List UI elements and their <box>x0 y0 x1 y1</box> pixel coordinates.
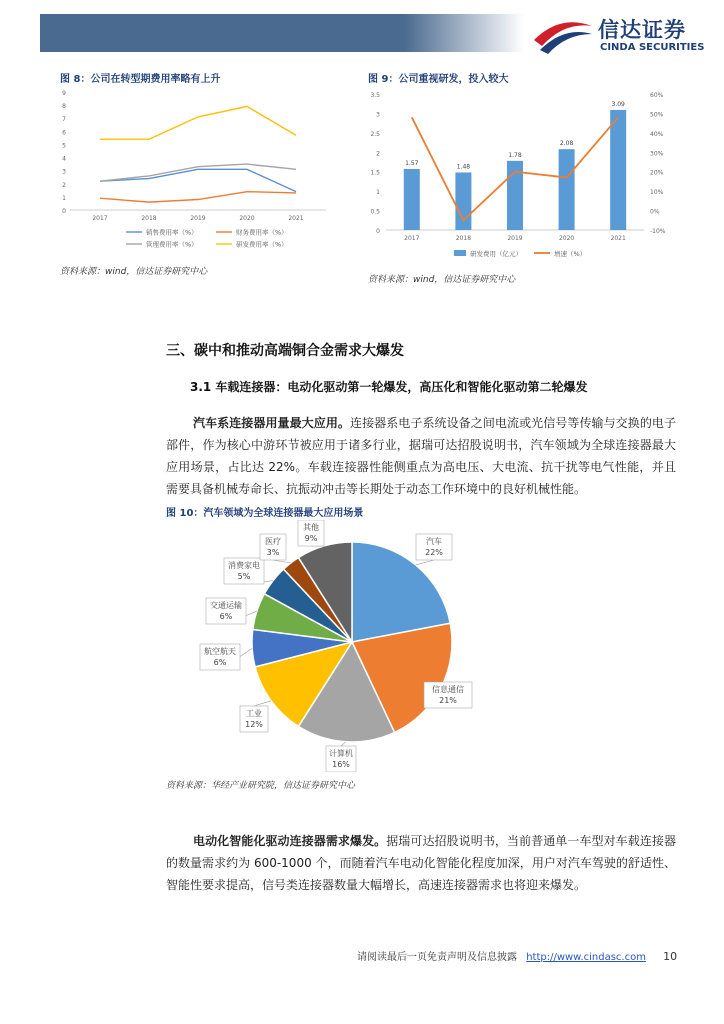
page-number: 10 <box>663 950 678 963</box>
y2-tick-label: 10% <box>650 189 664 197</box>
cinda-logo-icon <box>530 12 594 58</box>
bar-rd-expense <box>404 169 420 230</box>
cinda-logo <box>530 12 710 58</box>
paragraph-body: 连接器系电子系统设备之间电流或光信号等传输与交换的电子部件，作为核心中游环节被应用于诸多行业，据瑞可达招股说明书，汽车领域为全球连接器最大应用场景，占比达 22%。车载连接器性能侧重点为高电压、大电流、抗干扰等电气性能，并且需要具备机械寿命长、抗振动冲击等长期处于动态工作环境中的良好机械性能。 <box>166 416 676 496</box>
y-tick-label: 2.5 <box>370 130 380 138</box>
y-tick-label: 8 <box>62 103 66 111</box>
header-bar <box>40 14 524 52</box>
legend-label: 研发费用（亿元） <box>470 250 522 258</box>
pie-leader-line <box>273 560 291 563</box>
y-tick-label: 4 <box>62 155 66 163</box>
pie-label-name: 其他 <box>303 523 319 532</box>
y-tick-label: 1 <box>62 194 66 202</box>
fig8-source: 资料来源：wind，信达证券研究中心 <box>60 267 208 277</box>
pie-leader-line <box>341 742 346 746</box>
header-bar-fade <box>404 14 524 52</box>
paragraph-lead: 电动化智能化驱动连接器需求爆发。 <box>193 834 387 848</box>
pie-label-name: 工业 <box>246 709 262 718</box>
y2-tick-label: -10% <box>650 228 666 235</box>
y-tick-label: 0 <box>62 208 66 215</box>
pie-label-pct: 12% <box>245 720 263 729</box>
x-tick-label: 2019 <box>507 235 523 242</box>
legend-label: 财务费用率（%） <box>236 228 288 237</box>
pie-label-name: 信息通信 <box>432 685 464 694</box>
pie-label-pct: 6% <box>219 612 233 621</box>
x-tick-label: 2017 <box>92 215 108 222</box>
footer-disclaimer: 请阅读最后一页免责声明及信息披露 <box>357 952 517 963</box>
x-tick-label: 2018 <box>141 215 157 222</box>
fig9-title: 图 9：公司重视研发，投入较大 <box>368 74 509 85</box>
paragraph-demand <box>166 830 676 896</box>
x-tick-label: 2021 <box>610 235 626 242</box>
bar-rd-expense <box>559 149 575 230</box>
y-tick-label: 2 <box>376 150 380 158</box>
fig9-source: 资料来源：wind，信达证券研究中心 <box>368 275 516 285</box>
pie-label-pct: 16% <box>332 760 350 769</box>
pie-label-name: 消费家电 <box>228 561 260 570</box>
y2-tick-label: 0% <box>650 208 660 216</box>
y-tick-label: 9 <box>62 90 66 97</box>
y-tick-label: 6 <box>62 129 66 137</box>
y2-tick-label: 20% <box>650 169 664 177</box>
pie-label-name: 交通运输 <box>210 601 242 610</box>
paragraph-body: 据瑞可达招股说明书，当前普通单一车型对车载连接器的数量需求约为 600-1000 个，而随着汽车电动化智能化程度加深，用户对汽车驾驶的舒适性、智能性要求提高，信号类连接器数量大幅增长，高速连接器需求也将迎来爆发。 <box>166 834 676 892</box>
fig10-source: 资料来源：华经产业研究院，信达证券研究中心 <box>166 781 356 791</box>
legend-label: 管理费用率（%） <box>146 240 198 249</box>
y-tick-label: 3.5 <box>370 92 380 99</box>
pie-label-pct: 5% <box>237 572 251 581</box>
bar-data-label: 2.08 <box>559 140 574 148</box>
section-heading: 三、碳中和推动高端铜合金需求大爆发 <box>166 343 404 359</box>
y2-tick-label: 40% <box>650 130 664 138</box>
y-tick-label: 0 <box>376 228 380 235</box>
pie-label-pct: 6% <box>213 658 227 667</box>
bar-data-label: 3.09 <box>611 100 625 108</box>
y2-tick-label: 50% <box>650 111 664 119</box>
logo-en-text: CINDA SECURITIES <box>600 42 705 53</box>
series-line-3 <box>100 106 296 139</box>
fig10-pie-chart <box>166 520 486 772</box>
bar-data-label: 1.78 <box>508 151 522 159</box>
y-tick-label: 0.5 <box>370 208 380 216</box>
fig8-title: 图 8：公司在转型期费用率略有上升 <box>60 74 221 85</box>
pie-leader-line <box>254 701 271 706</box>
x-tick-label: 2017 <box>404 235 420 242</box>
y-tick-label: 5 <box>62 142 66 150</box>
y2-tick-label: 30% <box>650 150 664 158</box>
x-tick-label: 2019 <box>190 215 206 222</box>
pie-label-name: 医疗 <box>265 537 281 546</box>
logo-cn-text: 信达证券 <box>598 18 686 42</box>
legend-swatch <box>454 250 466 256</box>
x-tick-label: 2020 <box>239 215 255 222</box>
pie-label-pct: 21% <box>439 696 457 705</box>
series-line-0 <box>100 169 296 191</box>
pie-label-name: 汽车 <box>426 537 442 546</box>
legend-label: 增速（%） <box>554 250 587 258</box>
section-subheading: 3.1 车载连接器：电动化驱动第一轮爆发，高压化和智能化驱动第二轮爆发 <box>190 380 588 394</box>
pie-label-pct: 3% <box>266 548 280 557</box>
y-tick-label: 1 <box>376 189 380 197</box>
paragraph-auto-connector <box>166 412 676 500</box>
footer-url-link[interactable]: http://www.cindasc.com <box>526 952 646 963</box>
y-tick-label: 3 <box>376 111 380 119</box>
y-tick-label: 2 <box>62 181 66 189</box>
footer <box>357 948 677 963</box>
series-line-1 <box>100 192 296 202</box>
fig9-combo-chart <box>362 86 674 266</box>
y2-tick-label: 60% <box>650 92 664 99</box>
x-tick-label: 2020 <box>558 235 575 242</box>
pie-label-name: 航空航天 <box>204 647 236 656</box>
legend-label: 销售费用率（%） <box>146 228 198 237</box>
fig10-title: 图 10：汽车领域为全球连接器最大应用场景 <box>166 508 364 519</box>
bar-data-label: 1.48 <box>456 163 471 171</box>
y-tick-label: 7 <box>62 116 66 124</box>
bar-data-label: 1.57 <box>405 159 419 167</box>
legend-label: 研发费用率（%） <box>236 240 288 249</box>
bar-rd-expense <box>610 110 626 230</box>
pie-label-name: 计算机 <box>329 749 353 758</box>
pie-leader-line <box>416 560 434 565</box>
y-tick-label: 1.5 <box>370 169 380 177</box>
paragraph-lead: 汽车系连接器用量最大应用。 <box>193 416 350 430</box>
x-tick-label: 2021 <box>288 215 304 222</box>
pie-label-pct: 9% <box>304 534 318 543</box>
pie-label-pct: 22% <box>425 548 443 557</box>
y-tick-label: 3 <box>62 168 66 176</box>
fig8-line-chart <box>56 86 340 258</box>
x-tick-label: 2018 <box>455 235 472 242</box>
